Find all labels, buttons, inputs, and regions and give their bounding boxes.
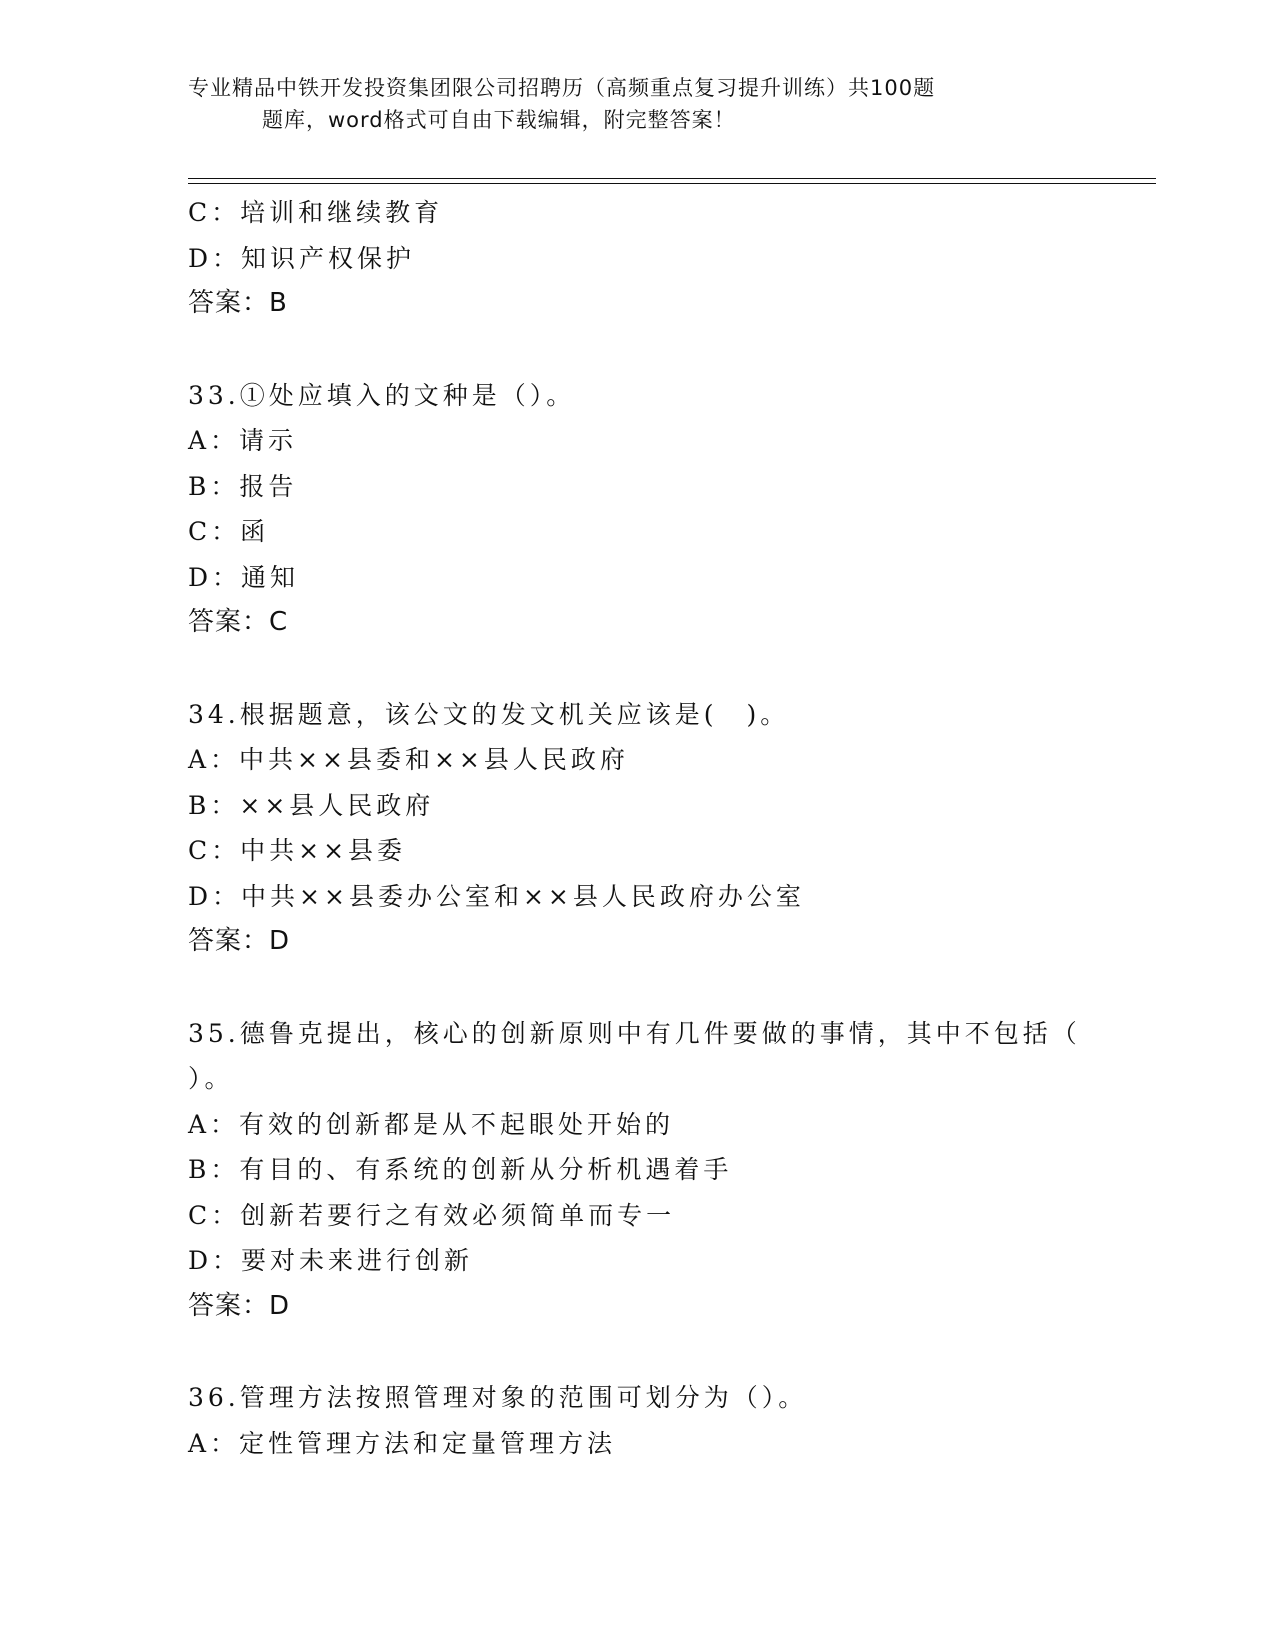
question-text-line2: ）。 [188, 1064, 234, 1093]
header-title-line1: 专业精品中铁开发投资集团限公司招聘历（高频重点复习提升训练）共100题 [188, 76, 936, 100]
option-d: D：要对未来进行创新 [188, 1246, 474, 1275]
spacer [188, 327, 1108, 373]
option-a: A：中共××县委和××县人民政府 [188, 745, 629, 774]
spacer [188, 1329, 1108, 1375]
answer-label: 答案：D [188, 1290, 291, 1321]
question-text: 34.根据题意，该公文的发文机关应该是( )。 [188, 699, 790, 729]
option-a: A：请示 [188, 426, 298, 455]
document-header [188, 72, 1068, 136]
option-b: B：××县人民政府 [188, 790, 435, 820]
option-a: A：定性管理方法和定量管理方法 [188, 1428, 617, 1458]
question-list [188, 190, 1108, 1466]
header-title-line2: 题库，word格式可自由下载编辑，附完整答案！ [262, 108, 736, 132]
option-d: D：知识产权保护 [188, 243, 416, 273]
option-d: D：通知 [188, 562, 300, 592]
header-divider-bottom [188, 183, 1156, 184]
answer-label: 答案：D [188, 926, 291, 956]
option-d: D：中共××县委办公室和××县人民政府办公室 [188, 881, 805, 911]
question-block-33 [188, 373, 1108, 646]
question-text-line1: 35.德鲁克提出，核心的创新原则中有几件要做的事情，其中不包括（ [188, 1018, 1081, 1048]
header-divider-top [188, 178, 1156, 179]
option-b: B：有目的、有系统的创新从分析机遇着手 [188, 1155, 733, 1184]
option-c: C：函 [188, 517, 270, 546]
option-c: C：创新若要行之有效必须简单而专一 [188, 1200, 676, 1230]
question-block-32 [188, 190, 1108, 327]
option-c: C：中共××县委 [188, 836, 407, 865]
spacer [188, 965, 1108, 1011]
question-block-36 [188, 1375, 1108, 1466]
spacer [188, 646, 1108, 692]
option-b: B：报告 [188, 471, 298, 501]
question-block-34 [188, 692, 1108, 965]
question-text: 36.管理方法按照管理对象的范围可划分为（）。 [188, 1383, 808, 1412]
question-block-35 [188, 1011, 1108, 1330]
option-a: A：有效的创新都是从不起眼处开始的 [188, 1109, 675, 1139]
question-text: 33.①处应填入的文种是（）。 [188, 380, 576, 410]
answer-label: 答案：B [188, 288, 288, 318]
option-c: C：培训和继续教育 [188, 198, 444, 227]
answer-label: 答案：C [188, 607, 289, 637]
